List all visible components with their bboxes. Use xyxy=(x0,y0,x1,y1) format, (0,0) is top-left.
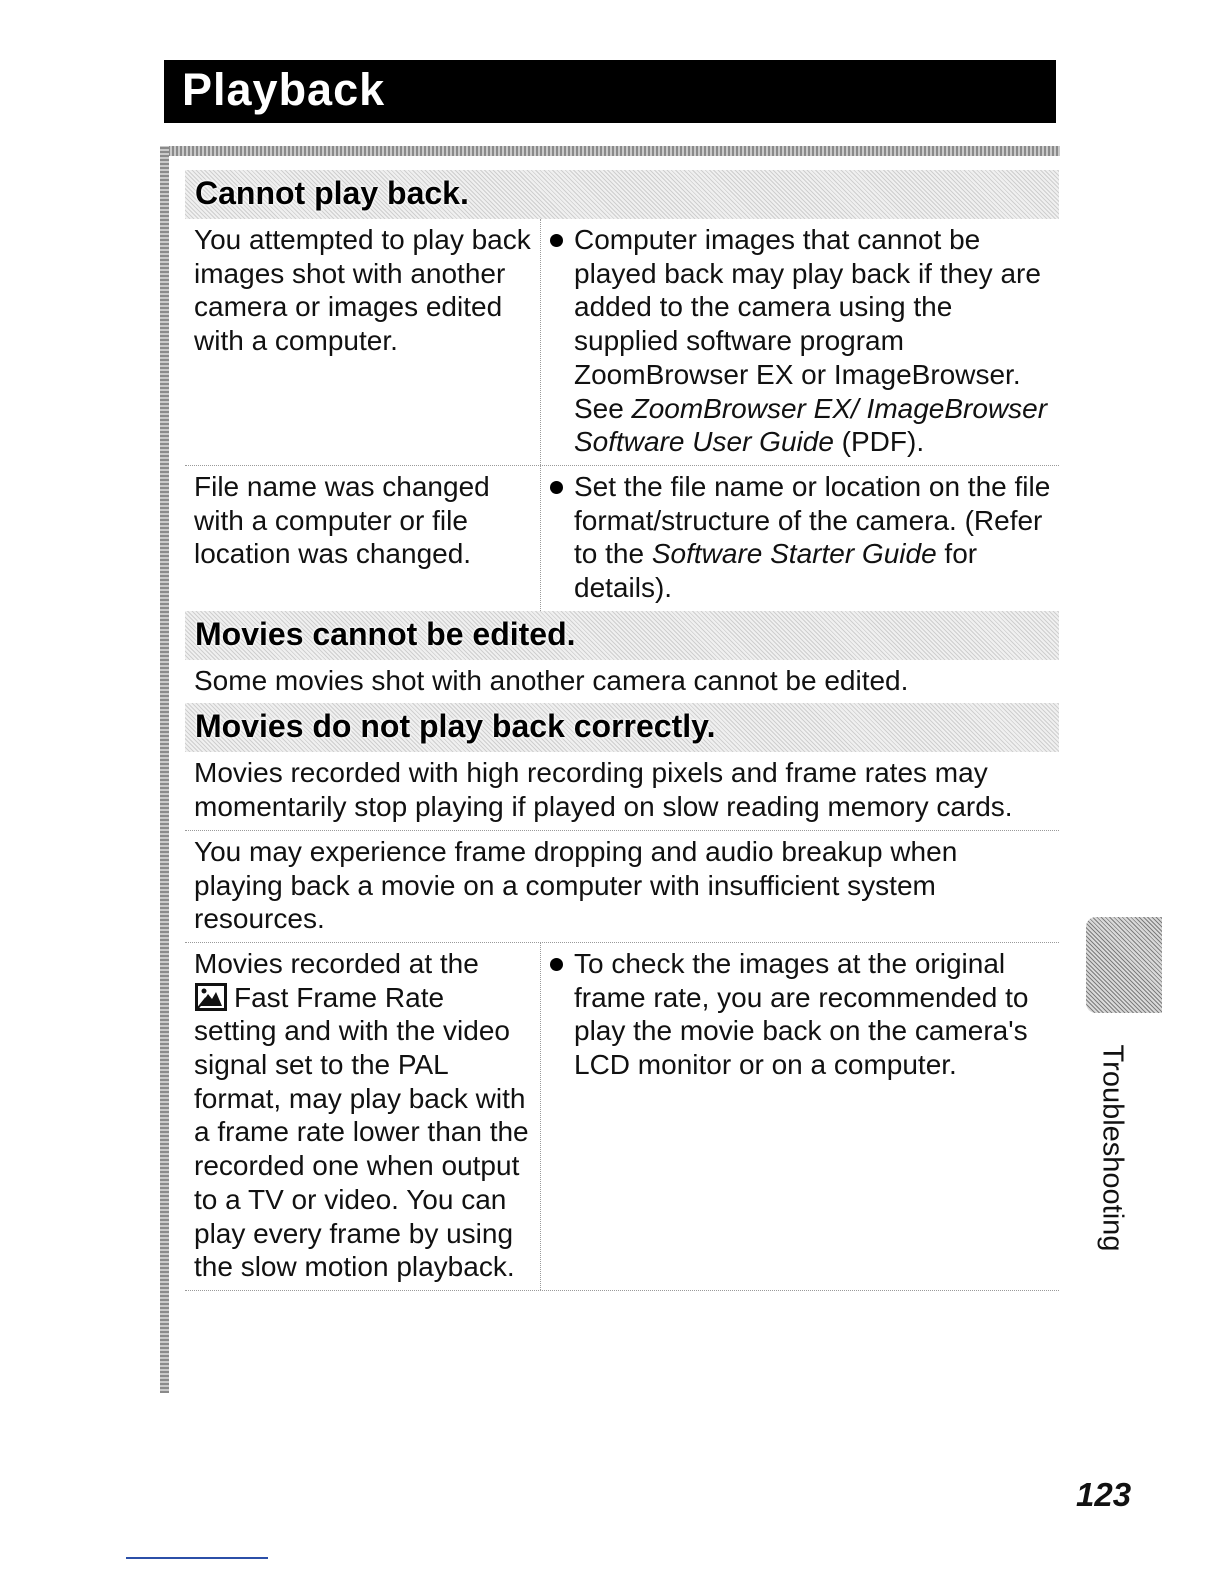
remedy-cell xyxy=(541,219,1059,465)
table-row xyxy=(185,219,1059,466)
cause-cell xyxy=(185,943,541,1290)
manual-reference: ZoomBrowser EX/ ImageBrowser Software User Guide xyxy=(574,392,1048,458)
remedy-text-part: for details). xyxy=(574,538,978,604)
fast-frame-rate-icon xyxy=(194,982,228,1012)
section-heading-cannot-play-back xyxy=(185,170,1059,219)
table-row xyxy=(185,943,1059,1291)
remedy-cell xyxy=(541,943,1059,1290)
top-rule xyxy=(160,146,1060,156)
section-text: Movies recorded with high recording pixels and frame rates may momentarily stop playing if played on slow reading memory cards. xyxy=(185,752,1059,830)
section-heading-text: Movies do not play back correctly. xyxy=(195,708,716,745)
page-number: 123 xyxy=(1076,1476,1132,1513)
cause-cell: You attempted to play back images shot with another camera or images edited with a computer. xyxy=(185,219,541,465)
remedy-text: To check the images at the original frame rate, you are recommended to play the movie back on the camera's LCD monitor or on a computer. xyxy=(574,947,1029,1081)
bullet-icon xyxy=(550,223,574,459)
bullet-icon xyxy=(550,947,574,1284)
table-row xyxy=(185,466,1059,611)
remedy-cell xyxy=(541,466,1059,611)
section-heading-movies-do-not-play-back xyxy=(185,703,1059,752)
page-title-bar xyxy=(164,60,1056,123)
cause-text-part: Fast Frame Rate setting and with the video signal set to the PAL format, may play back with a frame rate lower than the recorded one when output to a TV or video. You can play every frame by using the slow motion playback. xyxy=(194,981,529,1283)
chapter-tab xyxy=(1086,917,1162,1013)
bullet-icon xyxy=(550,470,574,605)
left-rule xyxy=(160,146,169,1393)
page-title: Playback xyxy=(182,64,386,115)
remedy-text xyxy=(574,223,1053,459)
section-heading-movies-cannot-be-edited xyxy=(185,611,1059,660)
remedy-text-part: Set the file name or location on the file format/structure of the camera. (Refer to the xyxy=(574,470,1051,570)
remedy-text-part: (PDF). xyxy=(833,426,925,458)
section-text: Some movies shot with another camera cannot be edited. xyxy=(194,664,909,696)
remedy-text-part: Computer images that cannot be played back may play back if they are added to the camera using the supplied software program ZoomBrowser EX or ImageBrowser. See xyxy=(574,224,1041,424)
manual-reference: Software Starter Guide xyxy=(651,538,937,570)
remedy-text xyxy=(574,470,1053,605)
section-heading-text: Movies cannot be edited. xyxy=(195,615,576,652)
bottom-rule xyxy=(126,1557,268,1559)
section-text: You may experience frame dropping and audio breakup when playing back a movie on a computer with insufficient system resources. xyxy=(185,831,1059,943)
troubleshooting-table xyxy=(185,170,1059,1291)
section-heading-text: Cannot play back. xyxy=(195,175,469,211)
cause-text-part: Movies recorded at the xyxy=(194,947,479,979)
cause-cell: File name was changed with a computer or file location was changed. xyxy=(185,466,541,611)
chapter-tab-label: Troubleshooting xyxy=(1096,1044,1129,1252)
